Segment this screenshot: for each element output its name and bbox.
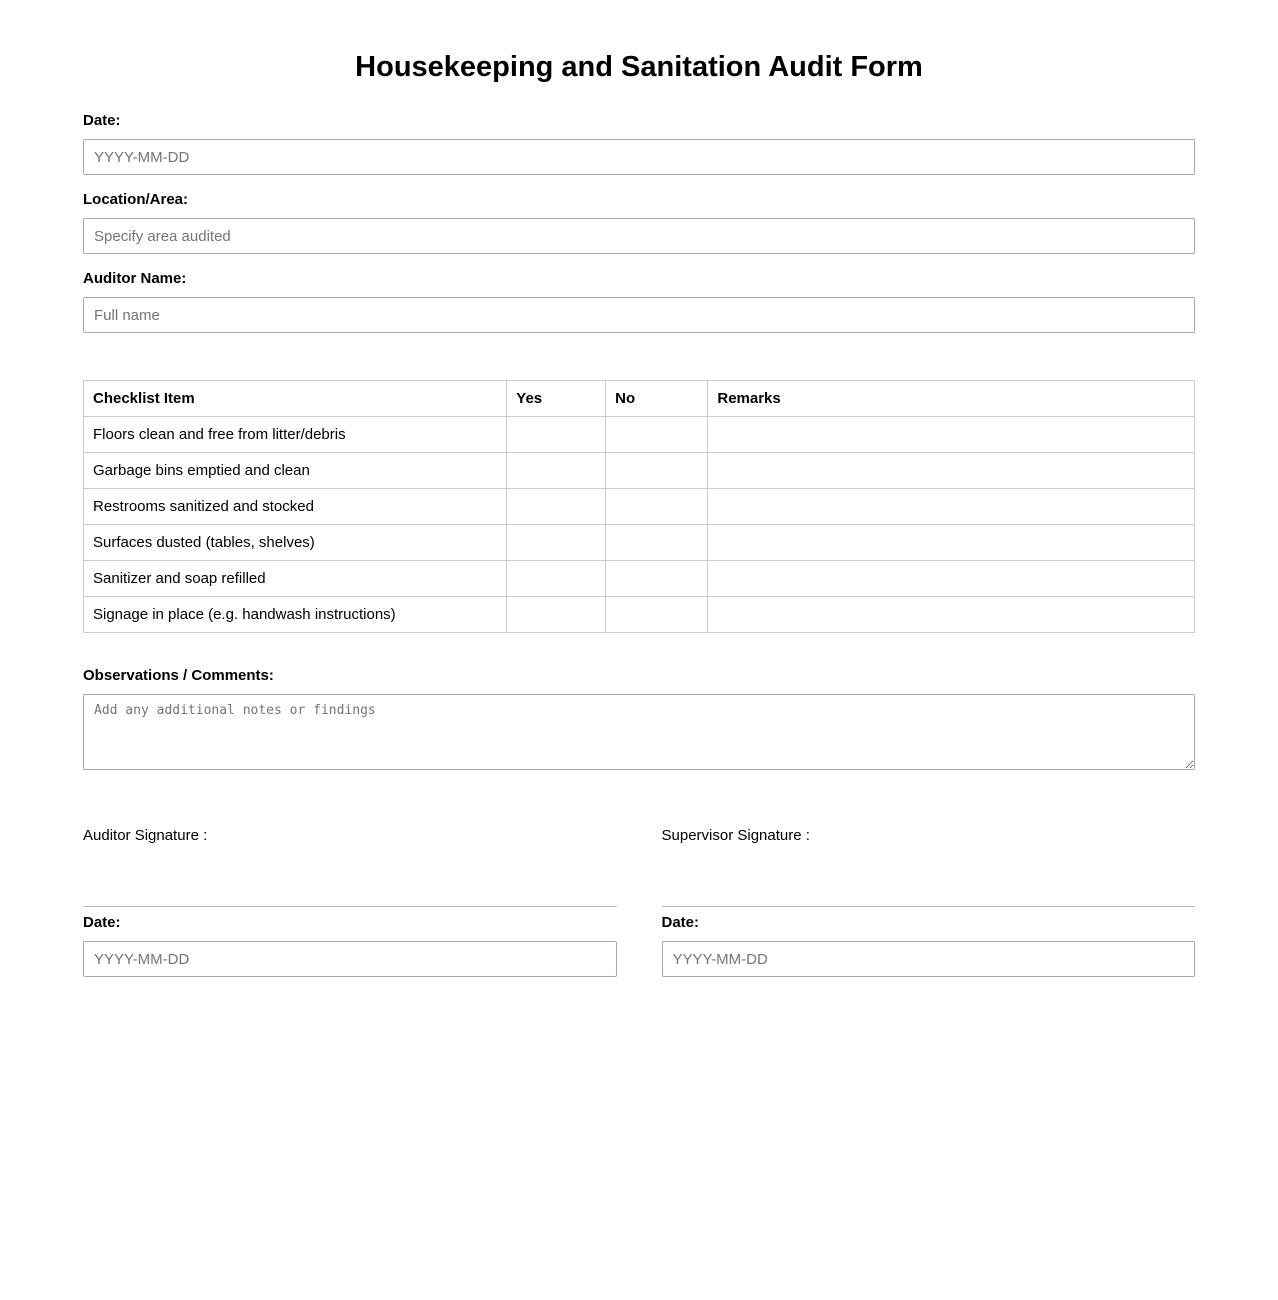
checklist-item-cell: Garbage bins emptied and clean xyxy=(84,453,507,489)
checklist-table xyxy=(83,380,1195,633)
table-row xyxy=(84,489,1195,525)
yes-cell xyxy=(507,453,606,489)
remarks-cell xyxy=(708,489,1195,525)
yes-cell xyxy=(507,525,606,561)
supervisor-signature-block xyxy=(662,827,1196,977)
no-cell xyxy=(606,489,708,525)
table-row xyxy=(84,597,1195,633)
remarks-cell xyxy=(708,417,1195,453)
auditor-signature-line xyxy=(83,906,617,907)
supervisor-date-label: Date: xyxy=(661,914,700,931)
observations-label: Observations / Comments: xyxy=(83,667,274,684)
auditor-name-input[interactable] xyxy=(83,297,1195,333)
auditor-date-label: Date: xyxy=(83,914,121,931)
auditor-signature-block xyxy=(83,827,617,977)
remarks-cell xyxy=(708,561,1195,597)
form-container xyxy=(83,0,1195,977)
supervisor-signature-label: Supervisor Signature : xyxy=(661,827,810,844)
auditor-name-field xyxy=(83,270,1195,333)
auditor-date-input[interactable] xyxy=(83,941,617,977)
observations-section xyxy=(83,667,1195,770)
checklist-item-cell: Restrooms sanitized and stocked xyxy=(84,489,507,525)
page-title: Housekeeping and Sanitation Audit Form xyxy=(355,51,923,83)
remarks-cell xyxy=(708,597,1195,633)
supervisor-date-input[interactable] xyxy=(662,941,1196,977)
auditor-signature-label: Auditor Signature : xyxy=(83,827,208,844)
column-header-no: No xyxy=(606,381,708,417)
signatures-section xyxy=(83,827,1195,977)
column-header-yes: Yes xyxy=(507,381,606,417)
column-header-remarks: Remarks xyxy=(708,381,1195,417)
checklist-item-cell: Floors clean and free from litter/debris xyxy=(84,417,507,453)
table-row xyxy=(84,561,1195,597)
table-row xyxy=(84,417,1195,453)
location-field-label: Location/Area: xyxy=(83,191,189,208)
yes-cell xyxy=(507,597,606,633)
checklist-item-cell: Signage in place (e.g. handwash instructions) xyxy=(84,597,507,633)
no-cell xyxy=(606,417,708,453)
no-cell xyxy=(606,525,708,561)
table-row xyxy=(84,525,1195,561)
checklist-header-row xyxy=(84,381,1195,417)
column-header-checklist-item: Checklist Item xyxy=(84,381,507,417)
remarks-cell xyxy=(708,453,1195,489)
date-field xyxy=(83,112,1195,175)
no-cell xyxy=(606,597,708,633)
no-cell xyxy=(606,453,708,489)
checklist-item-cell: Surfaces dusted (tables, shelves) xyxy=(84,525,507,561)
auditor-name-field-label: Auditor Name: xyxy=(83,270,187,287)
observations-textarea[interactable] xyxy=(83,694,1195,770)
date-field-label: Date: xyxy=(83,112,121,129)
no-cell xyxy=(606,561,708,597)
location-input[interactable] xyxy=(83,218,1195,254)
yes-cell xyxy=(507,561,606,597)
supervisor-signature-line xyxy=(662,906,1196,907)
table-row xyxy=(84,453,1195,489)
location-field xyxy=(83,191,1195,254)
yes-cell xyxy=(507,489,606,525)
date-input[interactable] xyxy=(83,139,1195,175)
checklist-item-cell: Sanitizer and soap refilled xyxy=(84,561,507,597)
yes-cell xyxy=(507,417,606,453)
remarks-cell xyxy=(708,525,1195,561)
